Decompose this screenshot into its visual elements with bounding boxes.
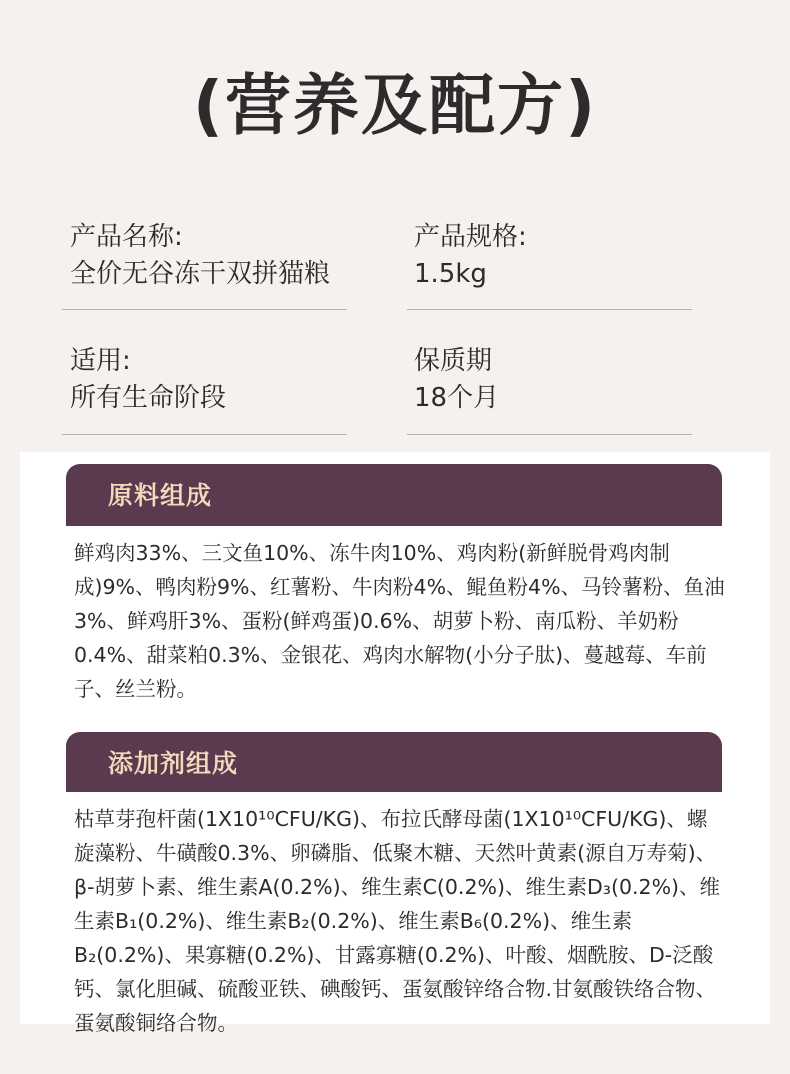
divider [62, 434, 347, 435]
additives-text-box [66, 792, 732, 1035]
additives-text: 枯草芽孢杆菌(1X10¹⁰CFU/KG)、布拉氏酵母菌(1X10¹⁰CFU/KG)、螺旋藻粉、牛磺酸0.3%、卵磷脂、低聚木糖、天然叶黄素(源自万寿菊)、β-胡萝卜素、维生素A(0.2%)、维生素C(0.2%)、维生素D₃(0.2%)、维生素B₁(0.2%)、维生素B₂(0.2%)、维生素B₆(0.2%)、维生素B₂(0.2%)、果寡糖(0.2%)、甘露寡糖(0.2%)、叶酸、烟酰胺、D-泛酸钙、氯化胆碱、硫酸亚铁、碘酸钙、蛋氨酸锌络合物.甘氨酸铁络合物、蛋氨酸铜络合物。 [74, 807, 721, 1035]
applicable-label: 适用: [70, 346, 131, 376]
page-title: (营养及配方) [192, 67, 598, 144]
divider [62, 309, 347, 310]
divider [407, 309, 692, 310]
product-name-block [70, 220, 330, 294]
ingredients-text: 鲜鸡肉33%、三文鱼10%、冻牛肉10%、鸡肉粉(新鲜脱骨鸡肉制成)9%、鸭肉粉9%、红薯粉、牛肉粉4%、鲲鱼粉4%、马铃薯粉、鱼油3%、鲜鸡肝3%、蛋粉(鲜鸡蛋)0.6%、胡萝卜粉、南瓜粉、羊奶粉0.4%、甜菜粕0.3%、金银花、鸡肉水解物(小分子肽)、蔓越莓、车前子、丝兰粉。 [74, 541, 725, 701]
ingredients-title: 原料组成 [108, 481, 213, 510]
product-name-value: 全价无谷冻干双拼猫粮 [70, 259, 331, 289]
additives-header [66, 732, 722, 794]
product-spec-label: 产品规格: [414, 222, 527, 252]
product-spec-block [414, 220, 527, 294]
ingredients-header [66, 464, 722, 526]
divider [407, 434, 692, 435]
shelf-life-block [414, 344, 499, 418]
shelf-life-value: 18个月 [414, 383, 500, 413]
product-spec-value: 1.5kg [414, 259, 487, 289]
additives-title: 添加剂组成 [108, 749, 239, 778]
product-name-label: 产品名称: [70, 222, 183, 252]
ingredients-text-box [66, 526, 732, 700]
shelf-life-label: 保质期 [414, 346, 493, 376]
applicable-value: 所有生命阶段 [70, 383, 227, 413]
applicable-block [70, 344, 226, 418]
